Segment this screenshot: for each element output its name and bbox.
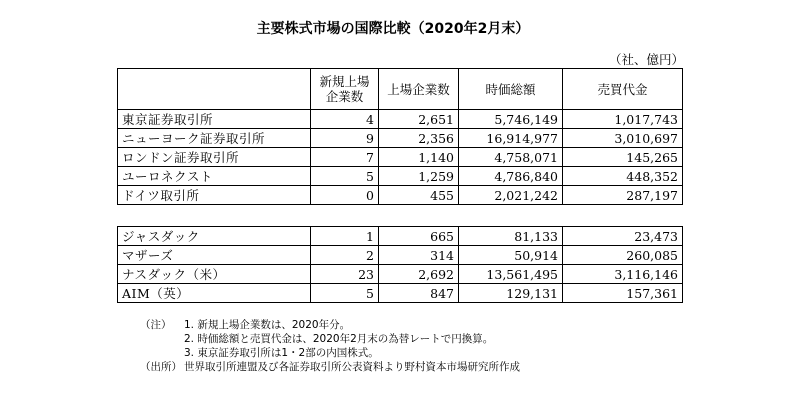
notes — [140, 318, 520, 374]
table-row — [118, 284, 683, 303]
market-cap-cell: 13,561,495 — [459, 265, 563, 284]
header-trading-value: 売買代金 — [563, 69, 683, 110]
listed-cell: 2,692 — [379, 265, 459, 284]
header-new-line1: 新規上場 — [319, 74, 370, 89]
table-row — [118, 246, 683, 265]
table-row — [118, 129, 683, 148]
trading-value-cell: 1,017,743 — [563, 110, 683, 129]
table-row — [118, 167, 683, 186]
market-cap-cell: 4,758,071 — [459, 148, 563, 167]
market-cap-cell: 16,914,977 — [459, 129, 563, 148]
new-listings-cell: 23 — [311, 265, 379, 284]
exchange-name: ジャスダック — [118, 227, 311, 246]
market-cap-cell: 5,746,149 — [459, 110, 563, 129]
table-row — [118, 186, 683, 205]
exchange-name: ドイツ取引所 — [118, 186, 311, 205]
header-new-listings — [311, 69, 379, 110]
trading-value-cell: 287,197 — [563, 186, 683, 205]
new-listings-cell: 9 — [311, 129, 379, 148]
trading-value-cell: 3,010,697 — [563, 129, 683, 148]
market-cap-cell: 2,021,242 — [459, 186, 563, 205]
table-row — [118, 227, 683, 246]
market-cap-cell: 129,131 — [459, 284, 563, 303]
exchange-name: ニューヨーク証券取引所 — [118, 129, 311, 148]
exchange-name: ロンドン証券取引所 — [118, 148, 311, 167]
header-new-line2: 企業数 — [325, 89, 364, 104]
listed-cell: 847 — [379, 284, 459, 303]
new-listings-cell: 5 — [311, 284, 379, 303]
table-row — [118, 110, 683, 129]
market-cap-cell: 4,786,840 — [459, 167, 563, 186]
listed-cell: 314 — [379, 246, 459, 265]
trading-value-cell: 145,265 — [563, 148, 683, 167]
trading-value-cell: 448,352 — [563, 167, 683, 186]
main-exchange-table — [117, 68, 683, 205]
trading-value-cell: 3,116,146 — [563, 265, 683, 284]
table-header-row — [118, 69, 683, 110]
header-blank — [118, 69, 311, 110]
note-3: 3. 東京証券取引所は1・2部の内国株式。 — [184, 347, 379, 359]
source-row — [140, 360, 520, 374]
note-label: （注） — [140, 319, 172, 331]
listed-cell: 2,356 — [379, 129, 459, 148]
listed-cell: 665 — [379, 227, 459, 246]
trading-value-cell: 157,361 — [563, 284, 683, 303]
exchange-name: ユーロネクスト — [118, 167, 311, 186]
trading-value-cell: 23,473 — [563, 227, 683, 246]
header-listed: 上場企業数 — [379, 69, 459, 110]
emerging-market-table — [117, 226, 683, 303]
listed-cell: 455 — [379, 186, 459, 205]
listed-cell: 1,140 — [379, 148, 459, 167]
exchange-name: 東京証券取引所 — [118, 110, 311, 129]
new-listings-cell: 2 — [311, 246, 379, 265]
exchange-name: マザーズ — [118, 246, 311, 265]
table-row — [118, 265, 683, 284]
new-listings-cell: 7 — [311, 148, 379, 167]
new-listings-cell: 1 — [311, 227, 379, 246]
market-cap-cell: 50,914 — [459, 246, 563, 265]
table-row — [118, 148, 683, 167]
note-1: 1. 新規上場企業数は、2020年分。 — [184, 319, 351, 331]
listed-cell: 2,651 — [379, 110, 459, 129]
unit-label: （社、億円） — [608, 52, 684, 67]
exchange-name: ナスダック（米） — [118, 265, 311, 284]
page-title: 主要株式市場の国際比較（2020年2月末） — [256, 21, 530, 37]
listed-cell: 1,259 — [379, 167, 459, 186]
new-listings-cell: 4 — [311, 110, 379, 129]
header-market-cap: 時価総額 — [459, 69, 563, 110]
source-label: （出所） — [140, 361, 182, 373]
note-2: 2. 時価総額と売買代金は、2020年2月末の為替レートで円換算。 — [184, 333, 494, 345]
note-row-3 — [140, 346, 520, 360]
exchange-name: AIM（英） — [118, 284, 311, 303]
new-listings-cell: 5 — [311, 167, 379, 186]
trading-value-cell: 260,085 — [563, 246, 683, 265]
new-listings-cell: 0 — [311, 186, 379, 205]
note-row-2 — [140, 332, 520, 346]
note-row-1 — [140, 318, 520, 332]
market-cap-cell: 81,133 — [459, 227, 563, 246]
source-text: 世界取引所連盟及び各証券取引所公表資料より野村資本市場研究所作成 — [184, 361, 520, 373]
